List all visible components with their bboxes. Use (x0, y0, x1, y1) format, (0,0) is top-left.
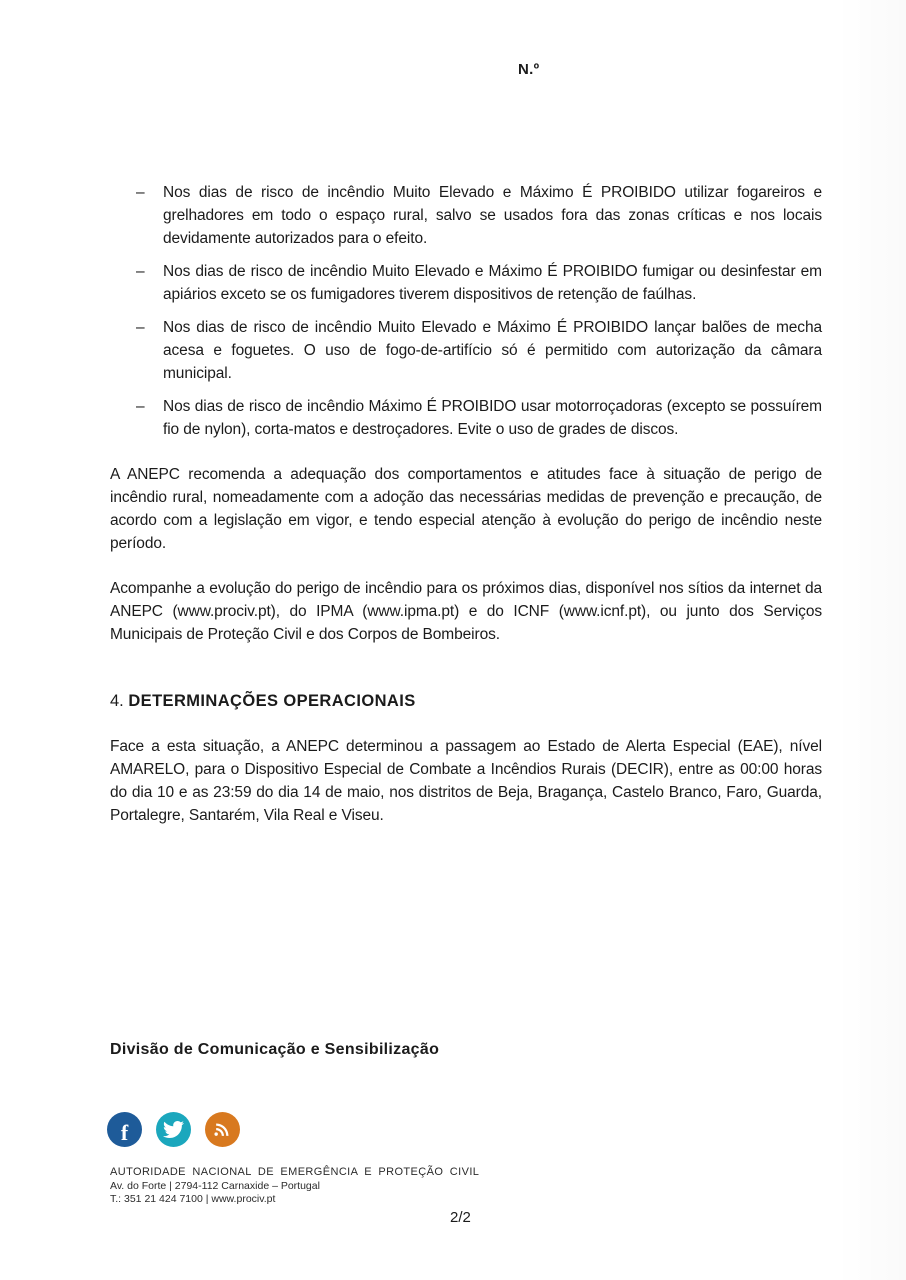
bullet-text: Nos dias de risco de incêndio Muito Elevado e Máximo É PROIBIDO utilizar fogareiros e grelhadores em todo o espaço rural, salvo se usados fora das zonas críticas e nos locais devidamente autorizados para o efeito. (163, 184, 822, 247)
section-heading (110, 690, 822, 713)
rss-icon[interactable] (205, 1112, 240, 1147)
bullet-dash-icon: – (136, 184, 145, 201)
document-body (110, 181, 822, 827)
bullet-list (110, 181, 822, 441)
document-number-label: N.º (518, 61, 540, 78)
twitter-icon[interactable] (156, 1112, 191, 1147)
facebook-glyph: f (120, 1119, 129, 1145)
signature-division-title: Divisão de Comunicação e Sensibilização (110, 1041, 440, 1058)
footer-address: Av. do Forte | 2794-112 Carnaxide – Portugal (110, 1179, 320, 1192)
bullet-dash-icon: – (136, 319, 145, 336)
bullet-text: Nos dias de risco de incêndio Muito Elevado e Máximo É PROIBIDO fumigar ou desinfestar em apiários exceto se os fumigadores tiverem dispositivos de retenção de faúlhas. (163, 263, 822, 303)
paragraph-operational: Face a esta situação, a ANEPC determinou a passagem ao Estado de Alerta Especial (EAE), nível AMARELO, para o Dispositivo Especial de Combate a Incêndios Rurais (DECIR), entre as 00:00 horas do dia 10 e as 23:59 do dia 14 de maio, nos distritos de Beja, Bragança, Castelo Branco, Faro, Guarda, Portalegre, Santarém, Vila Real e Viseu. (110, 738, 822, 824)
paragraph-monitoring: Acompanhe a evolução do perigo de incêndio para os próximos dias, disponível nos sítios da internet da ANEPC (www.prociv.pt), do IPMA (www.ipma.pt) e do ICNF (www.icnf.pt), ou junto dos Serviços Municipais de Proteção Civil e dos Corpos de Bombeiros. (110, 580, 822, 643)
bullet-text: Nos dias de risco de incêndio Muito Elevado e Máximo É PROIBIDO lançar balões de mecha acesa e foguetes. O uso de fogo-de-artifício só é permitido com autorização da câmara municipal. (163, 319, 822, 382)
footer-phone-website: T.: 351 21 424 7100 | www.prociv.pt (110, 1193, 276, 1205)
social-links (107, 1112, 240, 1147)
section-title: DETERMINAÇÕES OPERACIONAIS (128, 692, 416, 710)
list-item (110, 181, 822, 250)
footer-contact-block (110, 1166, 479, 1207)
list-item (110, 260, 822, 306)
bullet-dash-icon: – (136, 398, 145, 415)
list-item (110, 316, 822, 385)
paragraph-recommendation: A ANEPC recomenda a adequação dos comportamentos e atitudes face à situação de perigo de incêndio rural, nomeadamente com a adoção das necessárias medidas de prevenção e precaução, de acordo com a legislação em vigor, e tendo especial atenção à evolução do perigo de incêndio neste período. (110, 466, 822, 552)
section-number: 4. (110, 692, 124, 710)
list-item (110, 395, 822, 441)
bullet-dash-icon: – (136, 263, 145, 280)
facebook-icon[interactable] (107, 1112, 142, 1147)
bullet-text: Nos dias de risco de incêndio Máximo É PROIBIDO usar motorroçadoras (excepto se possuírem fio de nylon), corta-matos e destroçadores. Evite o uso de grades de discos. (163, 398, 822, 438)
footer-organization: AUTORIDADE NACIONAL DE EMERGÊNCIA E PROTEÇÃO CIVIL (110, 1166, 480, 1178)
page-number: 2/2 (450, 1209, 471, 1226)
